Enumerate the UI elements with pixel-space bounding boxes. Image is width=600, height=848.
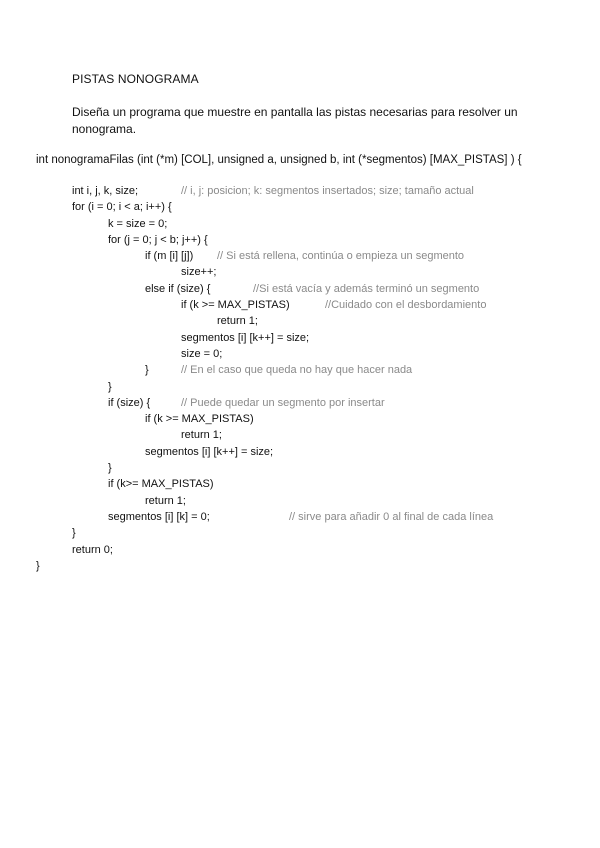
- code-statement: size++;: [181, 266, 217, 279]
- code-line: [0, 558, 600, 574]
- code-line: [0, 248, 600, 264]
- code-statement: segmentos [i] [k++] = size;: [181, 331, 310, 344]
- code-line: [0, 379, 600, 395]
- code-statement: segmentos [i] [k] = 0;: [108, 510, 210, 523]
- code-line: [0, 183, 600, 199]
- code-line: [0, 525, 600, 541]
- code-statement: return 0;: [72, 543, 113, 556]
- code-line: [0, 264, 600, 280]
- intro-line: nonograma.: [72, 122, 137, 136]
- code-statement: size = 0;: [181, 347, 223, 360]
- code-line: [0, 444, 600, 460]
- code-statement: return 1;: [181, 429, 222, 442]
- code-line: [0, 493, 600, 509]
- code-line: [0, 476, 600, 492]
- code-statement: if (k >= MAX_PISTAS): [181, 299, 290, 312]
- code-statement: }: [72, 527, 76, 540]
- code-line: [0, 542, 600, 558]
- intro-line: Diseña un programa que muestre en pantalla las pistas necesarias para resolver un: [72, 105, 518, 119]
- code-statement: if (size) {: [108, 396, 151, 409]
- code-statement: }: [36, 559, 40, 572]
- code-statement: k = size = 0;: [108, 217, 168, 230]
- code-statement: return 1;: [145, 494, 186, 507]
- code-line: [0, 216, 600, 232]
- code-line: [0, 232, 600, 248]
- code-comment: //Si está vacía y además terminó un segmento: [253, 282, 480, 295]
- code-line: [0, 427, 600, 443]
- code-line: [0, 411, 600, 427]
- code-line: [0, 330, 600, 346]
- code-statement: for (j = 0; j < b; j++) {: [108, 233, 208, 246]
- code-statement: else if (size) {: [145, 282, 211, 295]
- code-statement: for (i = 0; i < a; i++) {: [72, 201, 172, 214]
- code-comment: // sirve para añadir 0 al final de cada línea: [289, 510, 494, 523]
- code-comment: // En el caso que queda no hay que hacer nada: [181, 364, 413, 377]
- code-statement: if (k>= MAX_PISTAS): [108, 478, 214, 491]
- code-comment: //Cuidado con el desbordamiento: [325, 299, 487, 312]
- code-statement: }: [145, 364, 149, 377]
- code-statement: }: [108, 380, 112, 393]
- code-block: [0, 183, 600, 574]
- code-comment: // Si está rellena, continúa o empieza un segmento: [217, 250, 465, 263]
- code-comment: // i, j: posicion; k: segmentos insertados; size; tamaño actual: [181, 185, 474, 197]
- function-signature: int nonogramaFilas (int (*m) [COL], unsigned a, unsigned b, int (*segmentos) [MAX_PISTAS] ) {: [36, 154, 522, 166]
- code-statement: return 1;: [217, 315, 258, 328]
- code-comment: // Puede quedar un segmento por insertar: [181, 396, 385, 409]
- code-line: [0, 297, 600, 313]
- code-statement: }: [108, 462, 112, 475]
- code-line: [0, 281, 600, 297]
- document-title: PISTAS NONOGRAMA: [72, 72, 199, 86]
- code-statement: segmentos [i] [k++] = size;: [145, 445, 274, 458]
- code-line: [0, 362, 600, 378]
- code-statement: int i, j, k, size;: [72, 185, 139, 197]
- code-line: [0, 313, 600, 329]
- code-line: [0, 395, 600, 411]
- code-line: [0, 199, 600, 215]
- code-statement: if (m [i] [j]): [145, 250, 194, 263]
- code-statement: if (k >= MAX_PISTAS): [145, 413, 254, 426]
- code-line: [0, 509, 600, 525]
- code-line: [0, 460, 600, 476]
- code-line: [0, 346, 600, 362]
- intro-paragraph: [72, 104, 542, 138]
